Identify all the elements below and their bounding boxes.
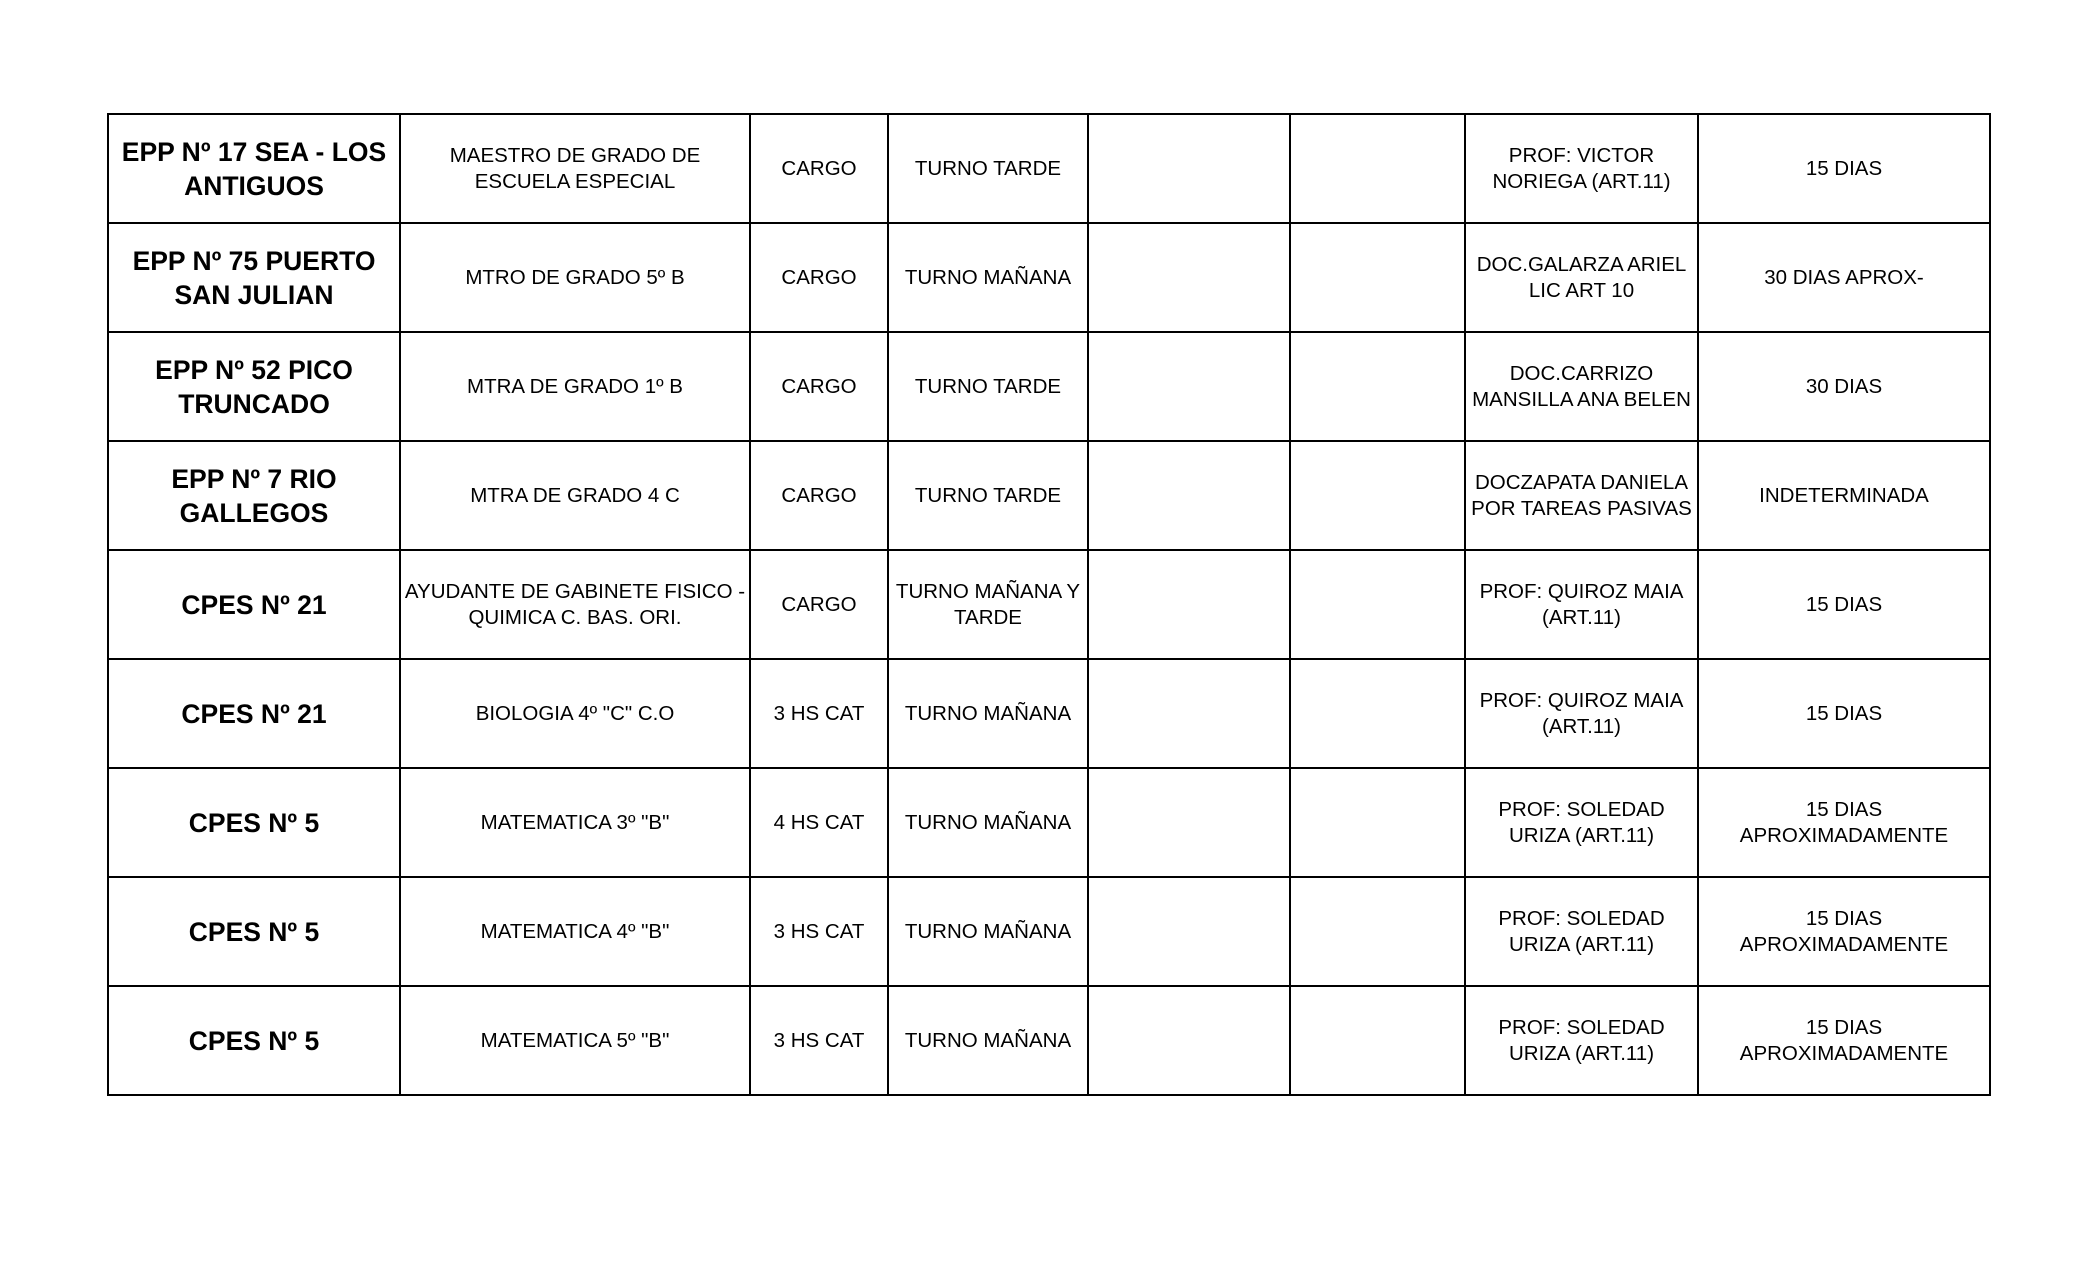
duration-cell: 15 DIAS APROXIMADAMENTE xyxy=(1698,877,1990,986)
replaces-cell: PROF: SOLEDAD URIZA (ART.11) xyxy=(1465,986,1698,1095)
empty-cell xyxy=(1290,114,1465,223)
empty-cell xyxy=(1290,332,1465,441)
shift-cell: TURNO TARDE xyxy=(888,114,1088,223)
empty-cell xyxy=(1088,332,1290,441)
type-cell: CARGO xyxy=(750,114,888,223)
type-cell: CARGO xyxy=(750,223,888,332)
empty-cell xyxy=(1088,441,1290,550)
duration-cell: INDETERMINADA xyxy=(1698,441,1990,550)
table-row xyxy=(108,659,1990,768)
table-row xyxy=(108,550,1990,659)
position-cell: MTRA DE GRADO 4 C xyxy=(400,441,750,550)
type-cell: CARGO xyxy=(750,441,888,550)
empty-cell xyxy=(1290,550,1465,659)
shift-cell: TURNO TARDE xyxy=(888,332,1088,441)
empty-cell xyxy=(1290,877,1465,986)
shift-cell: TURNO MAÑANA Y TARDE xyxy=(888,550,1088,659)
duration-cell: 15 DIAS xyxy=(1698,550,1990,659)
table-row xyxy=(108,768,1990,877)
replaces-cell: DOCZAPATA DANIELA POR TAREAS PASIVAS xyxy=(1465,441,1698,550)
duration-cell: 15 DIAS xyxy=(1698,114,1990,223)
duration-cell: 30 DIAS xyxy=(1698,332,1990,441)
table-row xyxy=(108,441,1990,550)
school-cell: CPES Nº 21 xyxy=(108,550,400,659)
empty-cell xyxy=(1088,877,1290,986)
shift-cell: TURNO MAÑANA xyxy=(888,877,1088,986)
type-cell: CARGO xyxy=(750,550,888,659)
replaces-cell: PROF: SOLEDAD URIZA (ART.11) xyxy=(1465,768,1698,877)
shift-cell: TURNO MAÑANA xyxy=(888,768,1088,877)
empty-cell xyxy=(1088,659,1290,768)
position-cell: MATEMATICA 4º "B" xyxy=(400,877,750,986)
shift-cell: TURNO MAÑANA xyxy=(888,223,1088,332)
duration-cell: 15 DIAS APROXIMADAMENTE xyxy=(1698,986,1990,1095)
table-row xyxy=(108,877,1990,986)
school-cell: EPP Nº 52 PICO TRUNCADO xyxy=(108,332,400,441)
position-cell: BIOLOGIA 4º "C" C.O xyxy=(400,659,750,768)
replaces-cell: DOC.CARRIZO MANSILLA ANA BELEN xyxy=(1465,332,1698,441)
position-cell: MATEMATICA 3º "B" xyxy=(400,768,750,877)
shift-cell: TURNO TARDE xyxy=(888,441,1088,550)
school-cell: EPP Nº 7 RIO GALLEGOS xyxy=(108,441,400,550)
type-cell: 4 HS CAT xyxy=(750,768,888,877)
table-row xyxy=(108,986,1990,1095)
replaces-cell: DOC.GALARZA ARIEL LIC ART 10 xyxy=(1465,223,1698,332)
shift-cell: TURNO MAÑANA xyxy=(888,986,1088,1095)
type-cell: 3 HS CAT xyxy=(750,877,888,986)
replaces-cell: PROF: VICTOR NORIEGA (ART.11) xyxy=(1465,114,1698,223)
table-row xyxy=(108,332,1990,441)
type-cell: 3 HS CAT xyxy=(750,986,888,1095)
school-cell: CPES Nº 5 xyxy=(108,986,400,1095)
position-cell: MAESTRO DE GRADO DE ESCUELA ESPECIAL xyxy=(400,114,750,223)
school-cell: CPES Nº 5 xyxy=(108,768,400,877)
position-cell: MTRA DE GRADO 1º B xyxy=(400,332,750,441)
school-cell: CPES Nº 21 xyxy=(108,659,400,768)
empty-cell xyxy=(1088,768,1290,877)
replaces-cell: PROF: QUIROZ MAIA (ART.11) xyxy=(1465,550,1698,659)
position-cell: AYUDANTE DE GABINETE FISICO - QUIMICA C. BAS. ORI. xyxy=(400,550,750,659)
empty-cell xyxy=(1290,986,1465,1095)
table-body xyxy=(108,114,1990,1095)
replaces-cell: PROF: SOLEDAD URIZA (ART.11) xyxy=(1465,877,1698,986)
table-row xyxy=(108,223,1990,332)
empty-cell xyxy=(1290,659,1465,768)
empty-cell xyxy=(1088,550,1290,659)
position-cell: MTRO DE GRADO 5º B xyxy=(400,223,750,332)
school-cell: CPES Nº 5 xyxy=(108,877,400,986)
empty-cell xyxy=(1088,986,1290,1095)
empty-cell xyxy=(1290,441,1465,550)
duration-cell: 30 DIAS APROX- xyxy=(1698,223,1990,332)
table-row xyxy=(108,114,1990,223)
empty-cell xyxy=(1290,768,1465,877)
type-cell: CARGO xyxy=(750,332,888,441)
type-cell: 3 HS CAT xyxy=(750,659,888,768)
duration-cell: 15 DIAS APROXIMADAMENTE xyxy=(1698,768,1990,877)
replaces-cell: PROF: QUIROZ MAIA (ART.11) xyxy=(1465,659,1698,768)
empty-cell xyxy=(1088,114,1290,223)
empty-cell xyxy=(1290,223,1465,332)
school-cell: EPP Nº 17 SEA - LOS ANTIGUOS xyxy=(108,114,400,223)
school-cell: EPP Nº 75 PUERTO SAN JULIAN xyxy=(108,223,400,332)
shift-cell: TURNO MAÑANA xyxy=(888,659,1088,768)
vacancy-table xyxy=(107,113,1991,1096)
position-cell: MATEMATICA 5º "B" xyxy=(400,986,750,1095)
empty-cell xyxy=(1088,223,1290,332)
duration-cell: 15 DIAS xyxy=(1698,659,1990,768)
